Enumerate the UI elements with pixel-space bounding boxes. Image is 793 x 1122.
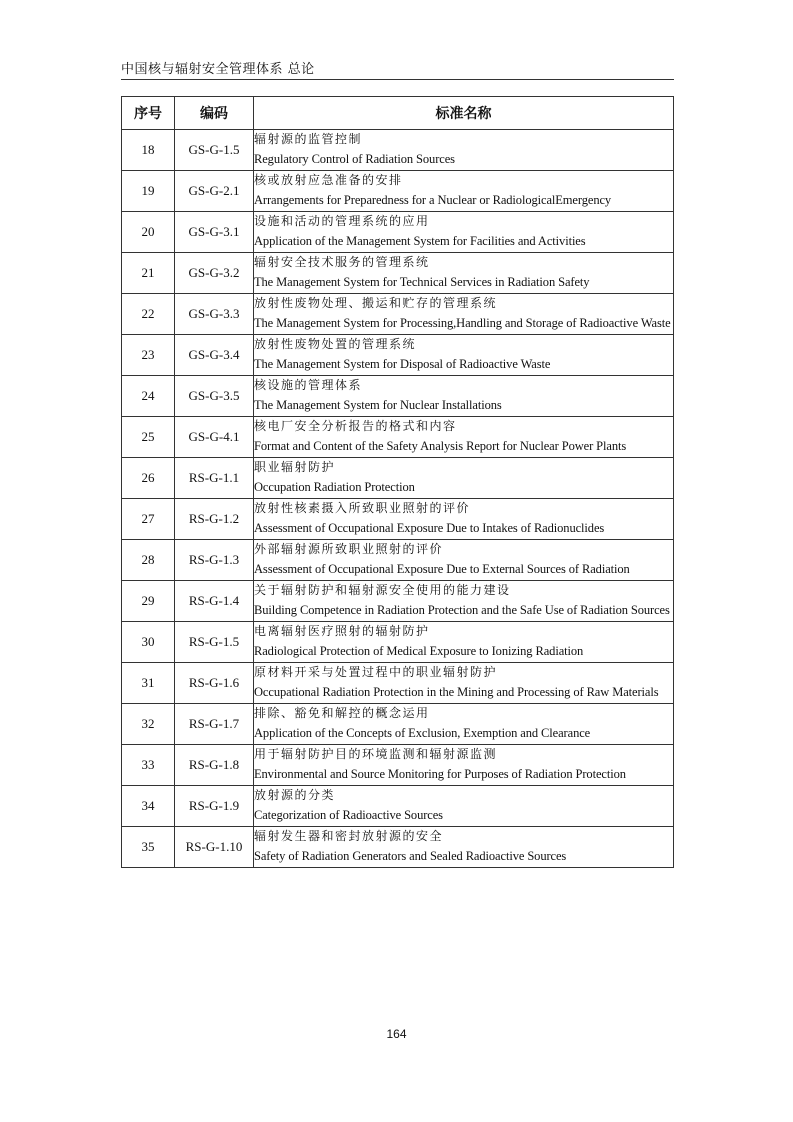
row-number: 33 — [122, 745, 175, 786]
standard-name-en: Application of the Management System for Facilities and Activities — [254, 234, 586, 248]
row-number: 30 — [122, 622, 175, 663]
standard-code: GS-G-3.1 — [175, 212, 254, 253]
standard-name-zh: 核电厂安全分析报告的格式和内容 — [254, 419, 457, 433]
standard-code: RS-G-1.3 — [175, 540, 254, 581]
page-number: 164 — [386, 1027, 407, 1041]
table-row — [122, 499, 674, 540]
standard-name-en: Regulatory Control of Radiation Sources — [254, 152, 455, 166]
standard-code: GS-G-2.1 — [175, 171, 254, 212]
table-row — [122, 294, 674, 335]
standard-code: RS-G-1.4 — [175, 581, 254, 622]
row-number: 20 — [122, 212, 175, 253]
standard-name-zh: 放射源的分类 — [254, 788, 336, 802]
row-number: 18 — [122, 130, 175, 171]
standard-code: RS-G-1.5 — [175, 622, 254, 663]
standard-name-cell — [254, 458, 674, 499]
standard-name-cell — [254, 253, 674, 294]
standard-name-en: Safety of Radiation Generators and Sealed Radioactive Sources — [254, 849, 567, 863]
standard-name-zh: 放射性废物处置的管理系统 — [254, 337, 417, 351]
row-number: 22 — [122, 294, 175, 335]
header-num: 序号 — [122, 97, 175, 130]
standard-name-en: Assessment of Occupational Exposure Due to External Sources of Radiation — [254, 562, 630, 576]
row-number: 29 — [122, 581, 175, 622]
standard-name-cell — [254, 171, 674, 212]
standard-code: RS-G-1.9 — [175, 786, 254, 827]
table-row — [122, 212, 674, 253]
standard-code: GS-G-3.4 — [175, 335, 254, 376]
table-row — [122, 540, 674, 581]
standard-name-zh: 原材料开采与处置过程中的职业辐射防护 — [254, 665, 498, 679]
standard-name-cell — [254, 130, 674, 171]
table-row — [122, 745, 674, 786]
standard-name-zh: 职业辐射防护 — [254, 460, 336, 474]
running-header: 中国核与辐射安全管理体系 总论 — [121, 62, 315, 77]
standard-name-cell — [254, 499, 674, 540]
header-code: 编码 — [175, 97, 254, 130]
row-number: 25 — [122, 417, 175, 458]
standard-name-zh: 关于辐射防护和辐射源安全使用的能力建设 — [254, 583, 511, 597]
table-row — [122, 253, 674, 294]
standard-name-zh: 外部辐射源所致职业照射的评价 — [254, 542, 444, 556]
standard-code: RS-G-1.1 — [175, 458, 254, 499]
header-rule — [121, 79, 674, 80]
standard-name-en: Assessment of Occupational Exposure Due to Intakes of Radionuclides — [254, 521, 605, 535]
standard-name-en: The Management System for Technical Services in Radiation Safety — [254, 275, 590, 289]
standard-name-en: Environmental and Source Monitoring for Purposes of Radiation Protection — [254, 767, 626, 781]
row-number: 21 — [122, 253, 175, 294]
standard-name-zh: 设施和活动的管理系统的应用 — [254, 214, 430, 228]
standard-name-zh: 核或放射应急准备的安排 — [254, 173, 403, 187]
table-row — [122, 417, 674, 458]
table-row — [122, 171, 674, 212]
standard-name-cell — [254, 663, 674, 704]
table-row — [122, 786, 674, 827]
standard-name-zh: 排除、豁免和解控的概念运用 — [254, 706, 430, 720]
standard-name-en: Building Competence in Radiation Protection and the Safe Use of Radiation Sources — [254, 603, 670, 617]
standard-name-en: Occupational Radiation Protection in the Mining and Processing of Raw Materials — [254, 685, 659, 699]
standard-name-cell — [254, 827, 674, 868]
row-number: 27 — [122, 499, 175, 540]
standard-name-zh: 辐射发生器和密封放射源的安全 — [254, 829, 444, 843]
standard-code: GS-G-3.3 — [175, 294, 254, 335]
standard-name-en: Categorization of Radioactive Sources — [254, 808, 443, 822]
standard-name-cell — [254, 745, 674, 786]
standard-code: GS-G-1.5 — [175, 130, 254, 171]
row-number: 31 — [122, 663, 175, 704]
standard-name-en: Occupation Radiation Protection — [254, 480, 415, 494]
row-number: 28 — [122, 540, 175, 581]
standard-name-cell — [254, 786, 674, 827]
table-row — [122, 827, 674, 868]
table-row — [122, 376, 674, 417]
header-name: 标准名称 — [254, 97, 674, 130]
standard-name-cell — [254, 335, 674, 376]
table-row — [122, 663, 674, 704]
row-number: 34 — [122, 786, 175, 827]
row-number: 19 — [122, 171, 175, 212]
standard-name-zh: 用于辐射防护目的环境监测和辐射源监测 — [254, 747, 498, 761]
table-row — [122, 130, 674, 171]
standard-code: RS-G-1.2 — [175, 499, 254, 540]
row-number: 35 — [122, 827, 175, 868]
standard-code: RS-G-1.10 — [175, 827, 254, 868]
standard-name-zh: 核设施的管理体系 — [254, 378, 363, 392]
standard-name-cell — [254, 581, 674, 622]
standard-name-zh: 辐射源的监管控制 — [254, 132, 363, 146]
standard-name-zh: 辐射安全技术服务的管理系统 — [254, 255, 430, 269]
row-number: 26 — [122, 458, 175, 499]
standard-code: RS-G-1.7 — [175, 704, 254, 745]
standard-name-cell — [254, 417, 674, 458]
standard-code: RS-G-1.8 — [175, 745, 254, 786]
standard-code: GS-G-4.1 — [175, 417, 254, 458]
table-row — [122, 335, 674, 376]
standard-name-cell — [254, 294, 674, 335]
table-row — [122, 622, 674, 663]
table-row — [122, 581, 674, 622]
standard-name-cell — [254, 212, 674, 253]
standard-name-cell — [254, 540, 674, 581]
standard-name-en: Radiological Protection of Medical Exposure to Ionizing Radiation — [254, 644, 584, 658]
standard-code: GS-G-3.5 — [175, 376, 254, 417]
standard-name-en: Arrangements for Preparedness for a Nuclear or RadiologicalEmergency — [254, 193, 612, 207]
standard-name-zh: 放射性核素摄入所致职业照射的评价 — [254, 501, 471, 515]
standard-name-en: The Management System for Disposal of Radioactive Waste — [254, 357, 551, 371]
standard-name-zh: 放射性废物处理、搬运和贮存的管理系统 — [254, 296, 498, 310]
standard-name-en: Application of the Concepts of Exclusion, Exemption and Clearance — [254, 726, 591, 740]
standard-name-cell — [254, 622, 674, 663]
row-number: 24 — [122, 376, 175, 417]
standard-code: GS-G-3.2 — [175, 253, 254, 294]
standard-name-en: The Management System for Processing,Handling and Storage of Radioactive Waste — [254, 316, 671, 330]
standard-name-cell — [254, 376, 674, 417]
standard-name-en: Format and Content of the Safety Analysis Report for Nuclear Power Plants — [254, 439, 627, 453]
table-header-row — [122, 97, 674, 130]
standards-table — [121, 96, 674, 868]
table-row — [122, 704, 674, 745]
row-number: 23 — [122, 335, 175, 376]
table-row — [122, 458, 674, 499]
row-number: 32 — [122, 704, 175, 745]
standard-name-zh: 电离辐射医疗照射的辐射防护 — [254, 624, 430, 638]
standard-name-en: The Management System for Nuclear Installations — [254, 398, 502, 412]
standard-name-cell — [254, 704, 674, 745]
standard-code: RS-G-1.6 — [175, 663, 254, 704]
